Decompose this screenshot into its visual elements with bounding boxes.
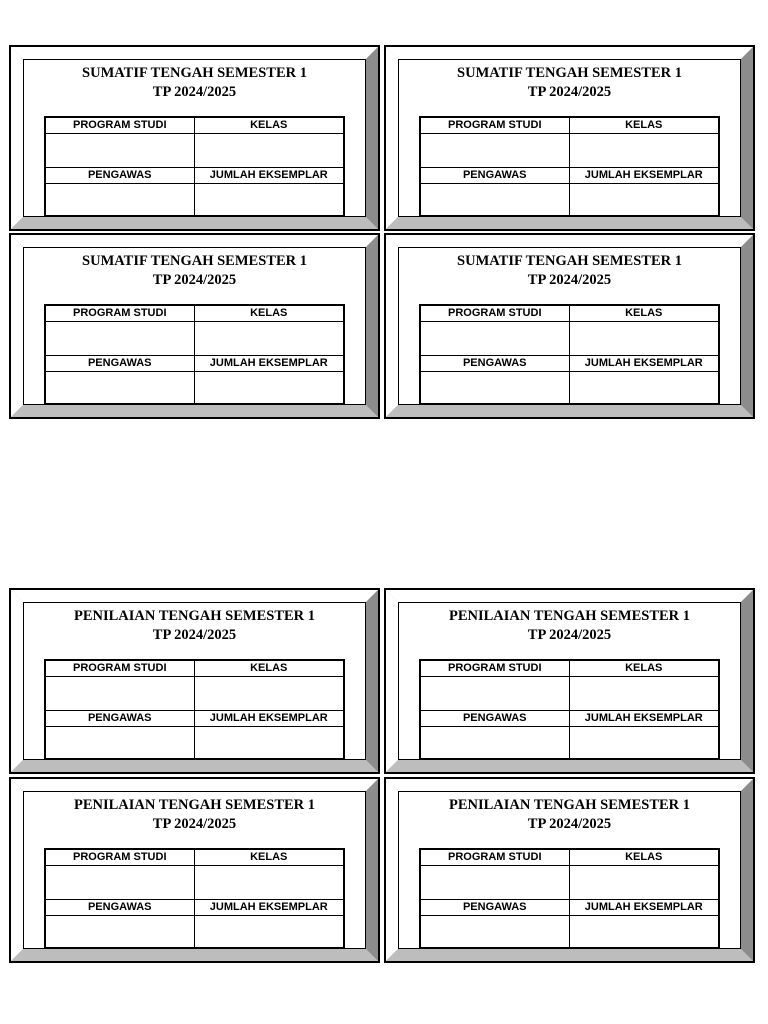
label-title-line: SUMATIF TENGAH SEMESTER 1 <box>82 65 307 81</box>
pengawas-header: PENGAWAS <box>421 356 570 372</box>
kelas-value-cell <box>570 677 719 711</box>
program-studi-header: PROGRAM STUDI <box>46 306 195 322</box>
label-inner-panel <box>23 247 366 405</box>
program-studi-header: PROGRAM STUDI <box>421 306 570 322</box>
jumlah-eksemplar-value-cell <box>195 184 344 215</box>
label-title <box>399 796 740 834</box>
program-studi-value-cell <box>421 677 570 711</box>
jumlah-eksemplar-header: JUMLAH EKSEMPLAR <box>195 711 344 727</box>
label-inner-panel <box>23 791 366 949</box>
label-title-line: SUMATIF TENGAH SEMESTER 1 <box>82 253 307 269</box>
program-studi-value-cell <box>46 322 195 356</box>
jumlah-eksemplar-header: JUMLAH EKSEMPLAR <box>570 168 719 184</box>
label-info-table <box>44 848 345 949</box>
program-studi-value-cell <box>46 134 195 168</box>
exam-label-card <box>384 233 755 419</box>
label-title <box>24 252 365 290</box>
label-title <box>399 64 740 102</box>
kelas-value-cell <box>195 322 344 356</box>
label-info-table <box>419 848 720 949</box>
pengawas-value-cell <box>46 727 195 758</box>
jumlah-eksemplar-header: JUMLAH EKSEMPLAR <box>570 711 719 727</box>
program-studi-value-cell <box>421 134 570 168</box>
label-year-line: TP 2024/2025 <box>152 84 237 100</box>
program-studi-value-cell <box>421 866 570 900</box>
jumlah-eksemplar-header: JUMLAH EKSEMPLAR <box>570 900 719 916</box>
label-title-line: PENILAIAN TENGAH SEMESTER 1 <box>73 608 316 624</box>
kelas-header: KELAS <box>195 661 344 677</box>
label-title <box>399 252 740 290</box>
label-year-line: TP 2024/2025 <box>527 84 612 100</box>
pengawas-header: PENGAWAS <box>421 168 570 184</box>
label-title-line: SUMATIF TENGAH SEMESTER 1 <box>457 253 682 269</box>
pengawas-header: PENGAWAS <box>46 356 195 372</box>
kelas-header: KELAS <box>570 850 719 866</box>
program-studi-header: PROGRAM STUDI <box>421 118 570 134</box>
label-title <box>24 64 365 102</box>
program-studi-header: PROGRAM STUDI <box>46 661 195 677</box>
kelas-value-cell <box>195 677 344 711</box>
kelas-value-cell <box>570 134 719 168</box>
program-studi-value-cell <box>46 677 195 711</box>
kelas-value-cell <box>195 866 344 900</box>
exam-label-card <box>384 588 755 774</box>
label-info-table <box>44 116 345 217</box>
pengawas-value-cell <box>421 916 570 947</box>
kelas-header: KELAS <box>195 850 344 866</box>
label-inner-panel <box>23 602 366 760</box>
program-studi-header: PROGRAM STUDI <box>421 661 570 677</box>
jumlah-eksemplar-value-cell <box>195 916 344 947</box>
jumlah-eksemplar-value-cell <box>195 372 344 403</box>
label-title <box>24 796 365 834</box>
pengawas-header: PENGAWAS <box>46 168 195 184</box>
program-studi-value-cell <box>421 322 570 356</box>
pengawas-value-cell <box>421 727 570 758</box>
pengawas-value-cell <box>46 184 195 215</box>
exam-label-card <box>9 777 380 963</box>
label-info-table <box>419 659 720 760</box>
label-info-table <box>419 304 720 405</box>
label-title <box>24 607 365 645</box>
jumlah-eksemplar-value-cell <box>570 727 719 758</box>
label-inner-panel <box>398 247 741 405</box>
program-studi-value-cell <box>46 866 195 900</box>
kelas-header: KELAS <box>570 306 719 322</box>
label-title-line: PENILAIAN TENGAH SEMESTER 1 <box>73 797 316 813</box>
exam-label-card <box>384 777 755 963</box>
pengawas-header: PENGAWAS <box>46 900 195 916</box>
pengawas-value-cell <box>46 372 195 403</box>
label-inner-panel <box>398 59 741 217</box>
jumlah-eksemplar-value-cell <box>570 372 719 403</box>
jumlah-eksemplar-value-cell <box>570 916 719 947</box>
jumlah-eksemplar-header: JUMLAH EKSEMPLAR <box>570 356 719 372</box>
pengawas-header: PENGAWAS <box>46 711 195 727</box>
program-studi-header: PROGRAM STUDI <box>46 850 195 866</box>
label-year-line: TP 2024/2025 <box>152 816 237 832</box>
program-studi-header: PROGRAM STUDI <box>46 118 195 134</box>
label-title-line: PENILAIAN TENGAH SEMESTER 1 <box>448 797 691 813</box>
label-year-line: TP 2024/2025 <box>152 627 237 643</box>
label-year-line: TP 2024/2025 <box>527 272 612 288</box>
kelas-value-cell <box>195 134 344 168</box>
jumlah-eksemplar-value-cell <box>570 184 719 215</box>
label-title <box>399 607 740 645</box>
jumlah-eksemplar-value-cell <box>195 727 344 758</box>
kelas-value-cell <box>570 866 719 900</box>
jumlah-eksemplar-header: JUMLAH EKSEMPLAR <box>195 168 344 184</box>
label-info-table <box>44 304 345 405</box>
label-year-line: TP 2024/2025 <box>527 627 612 643</box>
pengawas-header: PENGAWAS <box>421 900 570 916</box>
label-title-line: SUMATIF TENGAH SEMESTER 1 <box>457 65 682 81</box>
pengawas-value-cell <box>46 916 195 947</box>
exam-label-card <box>384 45 755 231</box>
exam-label-card <box>9 45 380 231</box>
label-inner-panel <box>23 59 366 217</box>
label-year-line: TP 2024/2025 <box>527 816 612 832</box>
kelas-header: KELAS <box>195 306 344 322</box>
label-year-line: TP 2024/2025 <box>152 272 237 288</box>
label-inner-panel <box>398 602 741 760</box>
kelas-header: KELAS <box>570 661 719 677</box>
kelas-header: KELAS <box>195 118 344 134</box>
exam-label-card <box>9 233 380 419</box>
label-info-table <box>44 659 345 760</box>
label-info-table <box>419 116 720 217</box>
label-title-line: PENILAIAN TENGAH SEMESTER 1 <box>448 608 691 624</box>
jumlah-eksemplar-header: JUMLAH EKSEMPLAR <box>195 900 344 916</box>
jumlah-eksemplar-header: JUMLAH EKSEMPLAR <box>195 356 344 372</box>
pengawas-value-cell <box>421 184 570 215</box>
pengawas-value-cell <box>421 372 570 403</box>
kelas-header: KELAS <box>570 118 719 134</box>
exam-label-card <box>9 588 380 774</box>
kelas-value-cell <box>570 322 719 356</box>
label-inner-panel <box>398 791 741 949</box>
program-studi-header: PROGRAM STUDI <box>421 850 570 866</box>
pengawas-header: PENGAWAS <box>421 711 570 727</box>
